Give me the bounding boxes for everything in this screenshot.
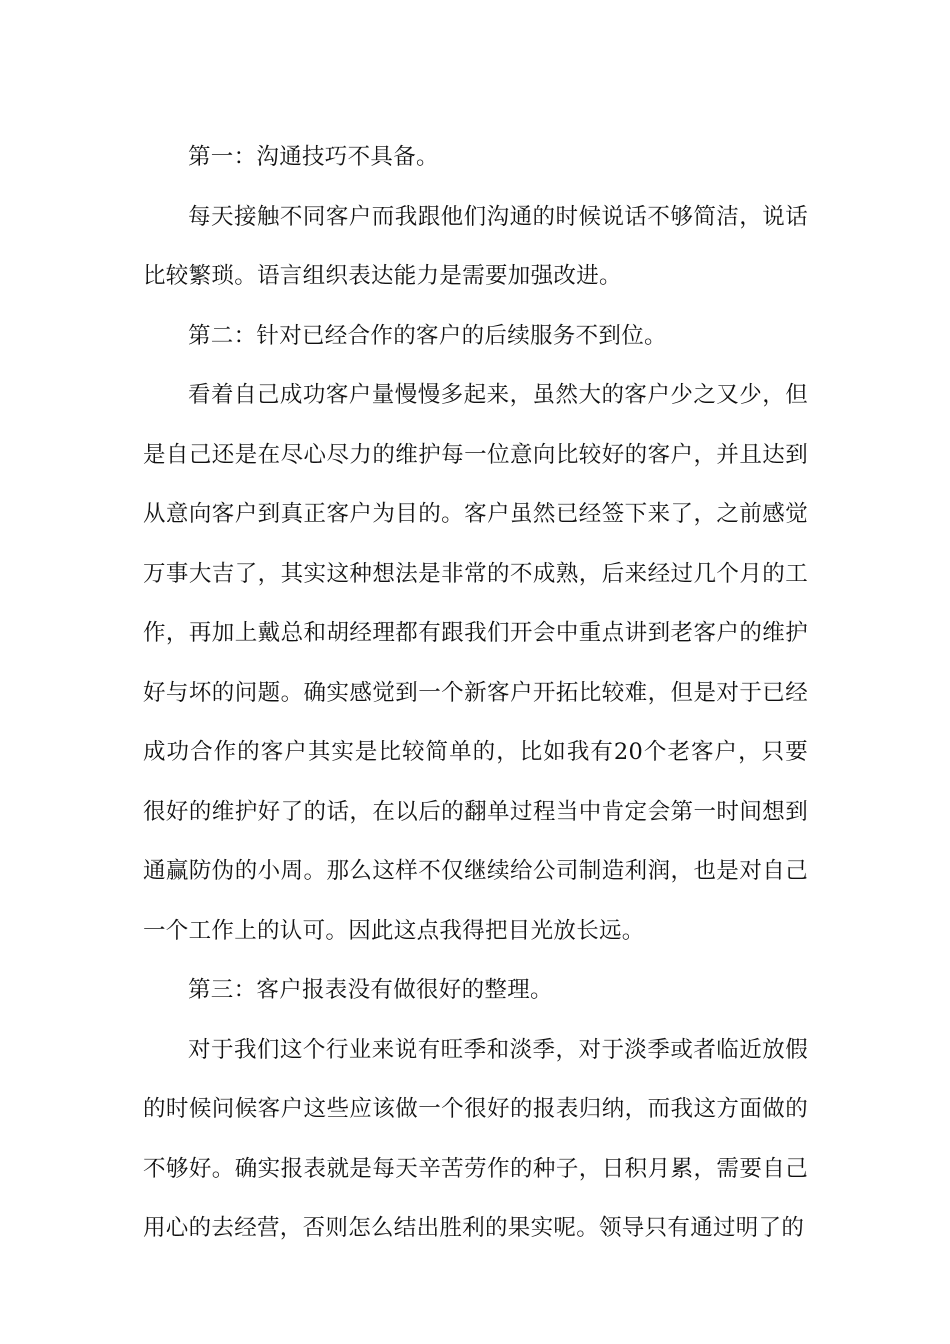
paragraph-heading-third: 第三：客户报表没有做很好的整理。 [188, 977, 553, 1003]
paragraph-communication: 每天接触不同客户而我跟他们沟通的时候说话不够简洁，说话比较繁琐。语言组织表达能力是需要加强改进。 [143, 203, 808, 289]
paragraph-heading-first: 第一：沟通技巧不具备。 [188, 144, 439, 170]
paragraph-reports: 对于我们这个行业来说有旺季和淡季，对于淡季或者临近放假的时候问候客户这些应该做一个很好的报表归纳，而我这方面做的不够好。确实报表就是每天辛苦劳作的种子，日积月累，需要自己用心的去经营，否则怎么结出胜利的果实呢。领导只有通过明了的 [143, 1036, 808, 1241]
paragraph-heading-second: 第二：针对已经合作的客户的后续服务不到位。 [188, 322, 667, 349]
document-body [143, 128, 808, 1259]
paragraph-client-service: 看着自己成功客户量慢慢多起来，虽然大的客户少之又少，但是自己还是在尽心尽力的维护每一位意向比较好的客户，并且达到从意向客户到真正客户为目的。客户虽然已经签下来了，之前感觉万事大吉了，其实这种想法是非常的不成熟，后来经过几个月的工作，再加上戴总和胡经理都有跟我们开会中重点讲到老客户的维护好与坏的问题。确实感觉到一个新客户开拓比较难，但是对于已经成功合作的客户其实是比较简单的，比如我有20个老客户，只要很好的维护好了的话，在以后的翻单过程当中肯定会第一时间想到通赢防伪的小周。那么这样不仅继续给公司制造利润，也是对自己一个工作上的认可。因此这点我得把目光放长远。 [143, 382, 808, 944]
